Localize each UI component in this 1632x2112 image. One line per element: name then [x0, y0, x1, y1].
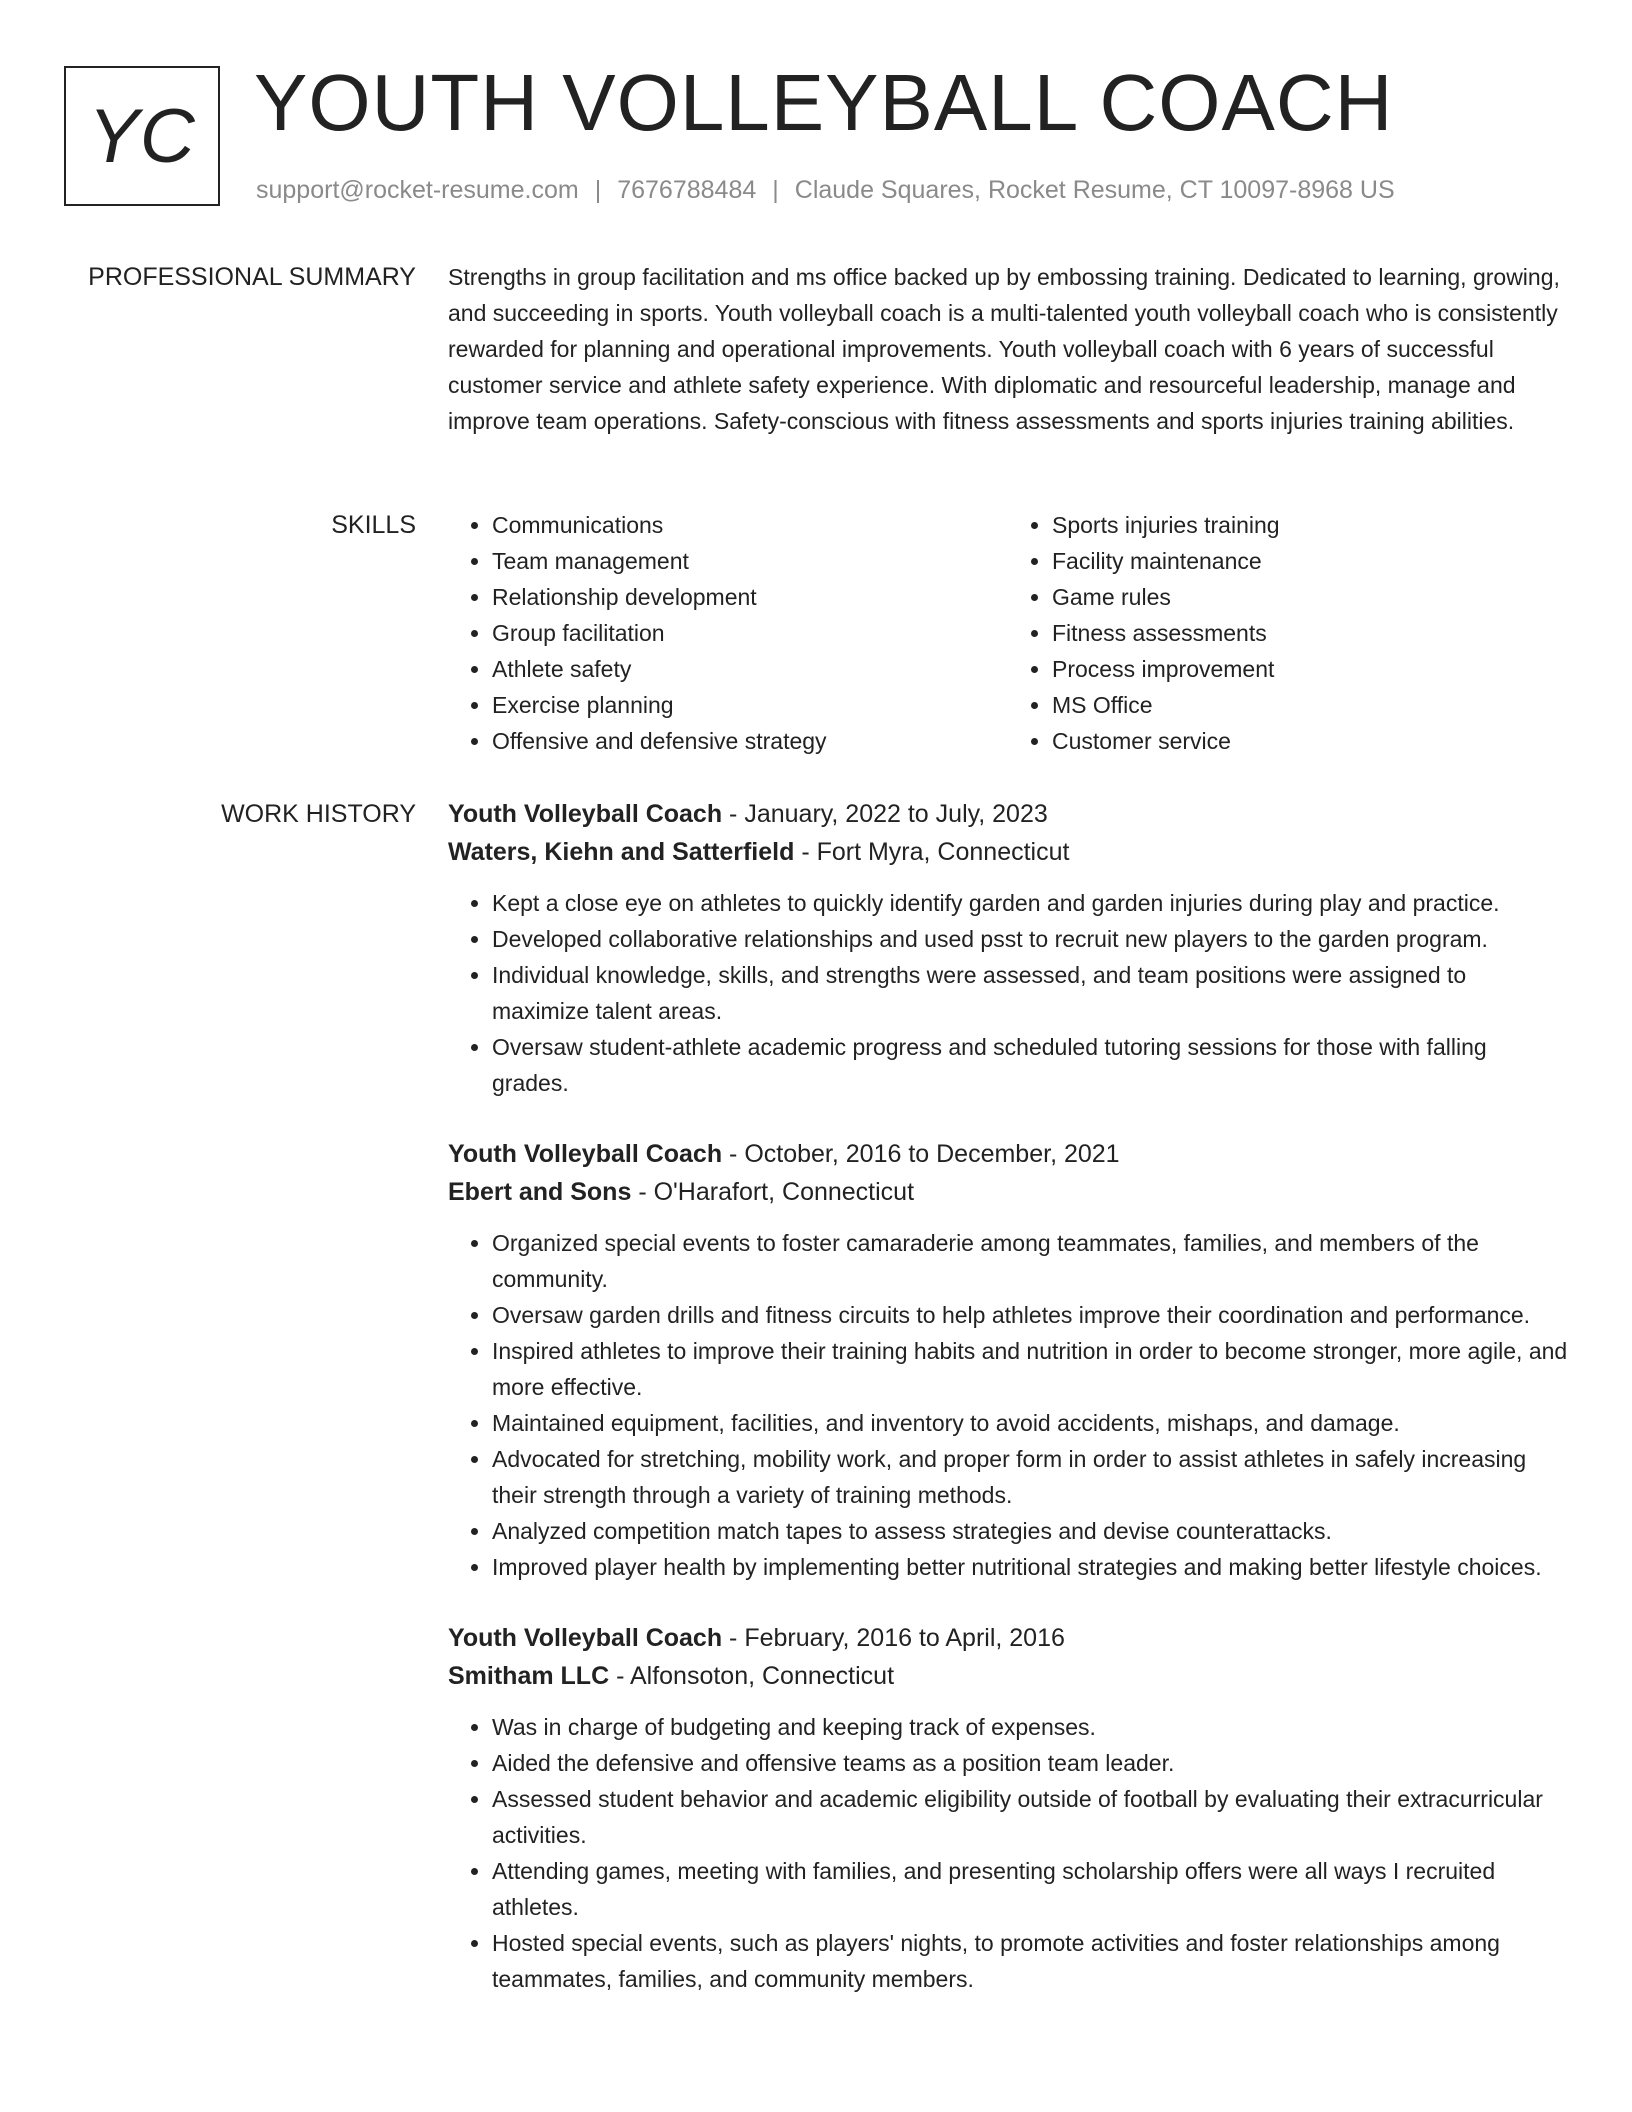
job-bullet: • Developed collaborative relationships and used psst to recruit new players to the garden program. [492, 921, 1568, 957]
summary-body [448, 259, 1568, 439]
job-role: Youth Volleyball Coach [448, 1624, 723, 1652]
skill-item: • MS Office [1052, 687, 1568, 723]
skill-item: • Game rules [1052, 579, 1568, 615]
phone[interactable]: 7676788484 [617, 176, 757, 204]
skill-item: • Athlete safety [492, 651, 1008, 687]
job-dates: - February, 2016 to April, 2016 [722, 1624, 1065, 1652]
job-bullet: • Attending games, meeting with families, and presenting scholarship offers were all ways I recruited athletes. [492, 1853, 1568, 1925]
skills-title: SKILLS [331, 511, 416, 539]
job-entry [448, 1135, 1568, 1585]
job-bullet: • Was in charge of budgeting and keeping track of expenses. [492, 1709, 1568, 1745]
contact-line [256, 174, 1395, 206]
job-location: - Alfonsoton, Connecticut [609, 1662, 895, 1690]
work-body [448, 795, 1568, 2031]
job-bullet: • Organized special events to foster camaraderie among teammates, families, and members of the community. [492, 1225, 1568, 1297]
job-location: - O'Harafort, Connecticut [631, 1178, 915, 1206]
skill-item: • Facility maintenance [1052, 543, 1568, 579]
job-company: Smitham LLC [448, 1662, 610, 1690]
summary-text: Strengths in group facilitation and ms office backed up by embossing training. Dedicated to learning, growing, and succeeding in sports. Youth volleyball coach is a multi-talented youth volleyball coach who is consistently rewarded for planning and operational improvements. Youth volleyball coach with 6 years of successful customer service and athlete safety experience. With diplomatic and resourceful leadership, manage and improve team operations. Safety-conscious with fitness assessments and sports injuries training abilities. [448, 264, 1560, 434]
separator: | [594, 176, 602, 204]
skill-item: • Sports injuries training [1052, 507, 1568, 543]
skill-item: • Group facilitation [492, 615, 1008, 651]
job-location: - Fort Myra, Connecticut [794, 838, 1070, 866]
separator: | [772, 176, 779, 204]
job-company-line [448, 833, 1568, 871]
job-company-line [448, 1173, 1568, 1211]
job-bullet: • Individual knowledge, skills, and strengths were assessed, and team positions were assigned to maximize talent areas. [492, 957, 1568, 1029]
work-title: WORK HISTORY [221, 800, 416, 828]
summary-title: PROFESSIONAL SUMMARY [88, 263, 416, 291]
job-bullet: • Analyzed competition match tapes to assess strategies and devise counterattacks. [492, 1513, 1568, 1549]
job-bullet: • Inspired athletes to improve their training habits and nutrition in order to become stronger, more agile, and more effective. [492, 1333, 1568, 1405]
job-bullets [448, 885, 1568, 1101]
job-bullet: • Advocated for stretching, mobility work, and proper form in order to assist athletes in safely increasing their strength through a variety of training methods. [492, 1441, 1568, 1513]
job-bullets [448, 1709, 1568, 1997]
monogram: YC [64, 66, 220, 206]
job-company: Ebert and Sons [448, 1178, 632, 1206]
address: Claude Squares, Rocket Resume, CT 10097-8968 US [794, 176, 1395, 204]
skill-item: • Customer service [1052, 723, 1568, 759]
job-role: Youth Volleyball Coach [448, 1140, 723, 1168]
job-entry [448, 795, 1568, 1101]
candidate-name: YOUTH VOLLEYBALL COACH [254, 58, 1394, 147]
skill-item: • Relationship development [492, 579, 1008, 615]
job-bullet: • Hosted special events, such as players' nights, to promote activities and foster relationships among teammates, families, and community members. [492, 1925, 1568, 1997]
job-title-line [448, 795, 1568, 833]
job-role: Youth Volleyball Coach [448, 800, 723, 828]
skill-item: • Process improvement [1052, 651, 1568, 687]
skills-grid [448, 507, 1568, 759]
job-bullet: • Aided the defensive and offensive teams as a position team leader. [492, 1745, 1568, 1781]
job-title-line [448, 1135, 1568, 1173]
skills-column-left [448, 507, 1008, 759]
job-dates: - October, 2016 to December, 2021 [722, 1140, 1120, 1168]
skill-item: • Exercise planning [492, 687, 1008, 723]
job-bullet: • Assessed student behavior and academic eligibility outside of football by evaluating their extracurricular activities. [492, 1781, 1568, 1853]
job-bullet: • Maintained equipment, facilities, and inventory to avoid accidents, mishaps, and damage. [492, 1405, 1568, 1441]
job-entry [448, 1619, 1568, 1997]
email[interactable]: support@rocket-resume.com [256, 176, 579, 204]
job-bullet: • Improved player health by implementing better nutritional strategies and making better lifestyle choices. [492, 1549, 1568, 1585]
skill-item: • Offensive and defensive strategy [492, 723, 1008, 759]
skills-body [448, 507, 1568, 759]
skill-item: • Fitness assessments [1052, 615, 1568, 651]
job-bullet: • Kept a close eye on athletes to quickly identify garden and garden injuries during play and practice. [492, 885, 1568, 921]
job-title-line [448, 1619, 1568, 1657]
job-bullet: • Oversaw garden drills and fitness circuits to help athletes improve their coordination and performance. [492, 1297, 1568, 1333]
job-bullet: • Oversaw student-athlete academic progress and scheduled tutoring sessions for those with falling grades. [492, 1029, 1568, 1101]
skill-item: • Communications [492, 507, 1008, 543]
skill-item: • Team management [492, 543, 1008, 579]
job-dates: - January, 2022 to July, 2023 [722, 800, 1048, 828]
job-company-line [448, 1657, 1568, 1695]
skills-column-right [1008, 507, 1568, 759]
job-bullets [448, 1225, 1568, 1585]
job-company: Waters, Kiehn and Satterfield [448, 838, 795, 866]
